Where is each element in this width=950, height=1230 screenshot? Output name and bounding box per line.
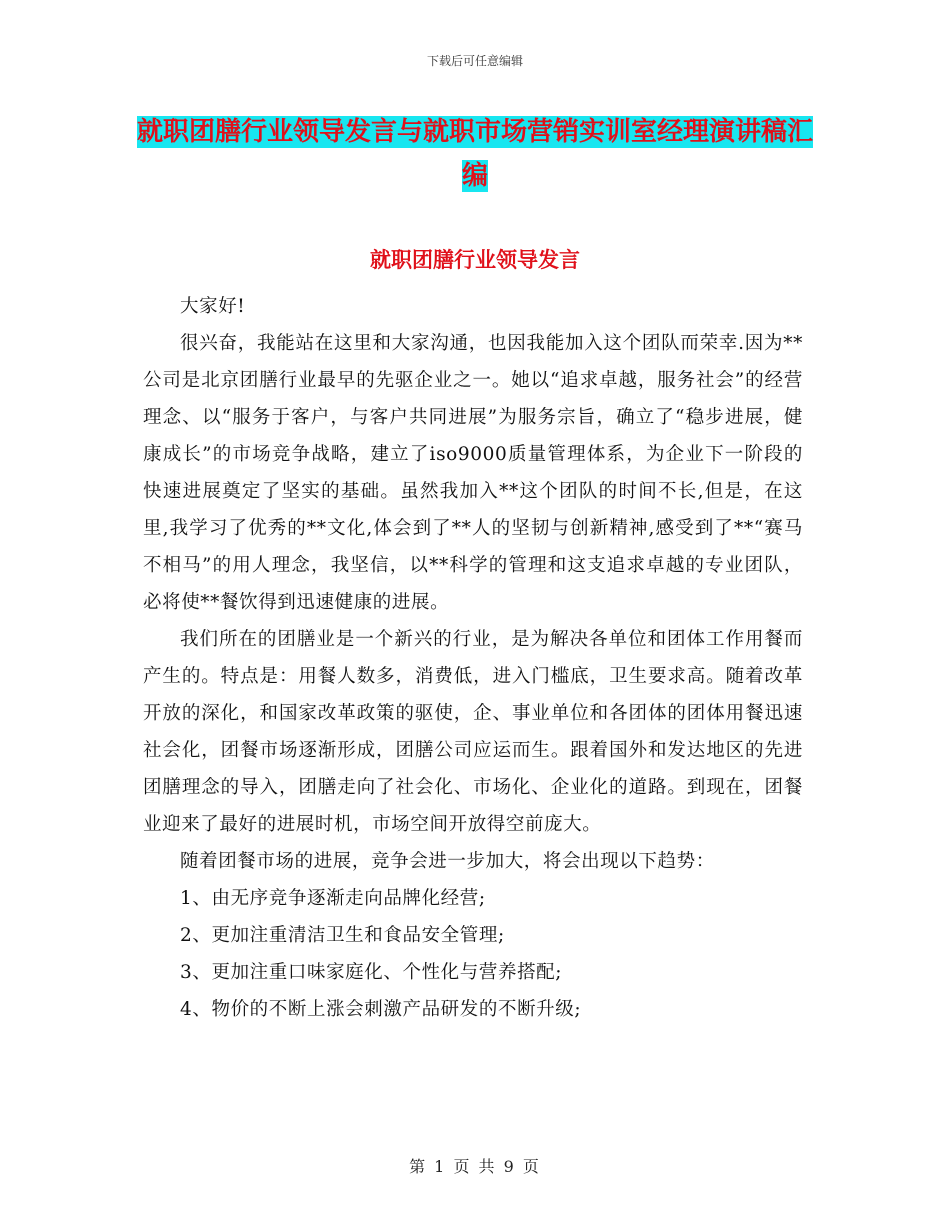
header-note: 下载后可任意编辑 [426,54,523,68]
page-footer: 第 1 页 共 9 页 [409,1157,541,1176]
paragraph-greeting: 大家好! [180,296,246,317]
document-body [143,288,803,1028]
list-item: 1、由无序竞争逐渐走向品牌化经营; [180,888,486,909]
document-title [130,110,820,198]
list-item: 3、更加注重口味家庭化、个性化与营养搭配; [180,962,563,983]
paragraph: 很兴奋，我能站在这里和大家沟通，也因我能加入这个团队而荣幸.因为**公司是北京团膳行业最早的先驱企业之一。她以“追求卓越，服务社会”的经营理念、以“服务于客户，与客户共同进展”为服务宗旨，确立了“稳步进展，健康成长”的市场竞争战略，建立了iso9000质量管理体系，为企业下一阶段的快速进展奠定了坚实的基础。虽然我加入**这个团队的时间不长,但是，在这里,我学习了优秀的**文化,体会到了**人的坚韧与创新精神,感受到了**“赛马不相马”的用人理念，我坚信，以**科学的管理和这支追求卓越的专业团队，必将使**餐饮得到迅速健康的进展。 [143,333,803,613]
section-title: 就职团膳行业领导发言 [370,248,580,272]
document-title-text: 就职团膳行业领导发言与就职市场营销实训室经理演讲稿汇编 [136,117,813,191]
paragraph: 我们所在的团膳业是一个新兴的行业，是为解决各单位和团体工作用餐而产生的。特点是：用餐人数多，消费低，进入门槛底，卫生要求高。随着改革开放的深化，和国家改革政策的驱使，企、事业单位和各团体的团体用餐迅速社会化，团餐市场逐渐形成，团膳公司应运而生。跟着国外和发达地区的先进团膳理念的导入，团膳走向了社会化、市场化、企业化的道路。到现在，团餐业迎来了最好的进展时机，市场空间开放得空前庞大。 [143,629,803,835]
list-item: 4、物价的不断上涨会刺激产品研发的不断升级; [180,999,582,1020]
list-item: 2、更加注重清洁卫生和食品安全管理; [180,925,505,946]
paragraph: 随着团餐市场的进展，竞争会进一步加大，将会出现以下趋势： [180,851,715,872]
